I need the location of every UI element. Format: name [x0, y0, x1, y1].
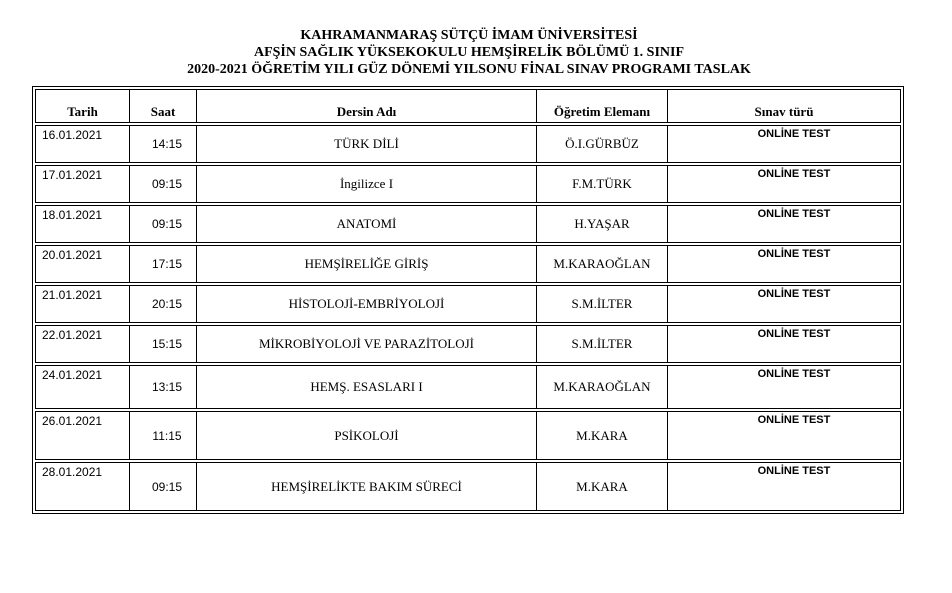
- course-name: MİKROBİYOLOJİ VE PARAZİTOLOJİ: [196, 325, 536, 363]
- table-row: [35, 125, 901, 163]
- exam-date: 20.01.2021: [35, 245, 129, 283]
- exam-type: ONLİNE TEST: [667, 165, 901, 203]
- exam-type: ONLİNE TEST: [667, 245, 901, 283]
- exam-type: ONLİNE TEST: [667, 285, 901, 323]
- table-row: [35, 205, 901, 243]
- exam-time: 09:15: [129, 205, 196, 243]
- instructor: M.KARA: [536, 411, 667, 460]
- exam-date: 22.01.2021: [35, 325, 129, 363]
- course-name: İngilizce I: [196, 165, 536, 203]
- exam-time: 09:15: [129, 462, 196, 511]
- instructor: M.KARAOĞLAN: [536, 245, 667, 283]
- exam-date: 18.01.2021: [35, 205, 129, 243]
- exam-date: 24.01.2021: [35, 365, 129, 409]
- exam-date: 26.01.2021: [35, 411, 129, 460]
- exam-time: 20:15: [129, 285, 196, 323]
- university-title: KAHRAMANMARAŞ SÜTÇÜ İMAM ÜNİVERSİTESİ: [300, 28, 638, 43]
- column-header-course: Dersin Adı: [196, 89, 536, 123]
- exam-type: ONLİNE TEST: [667, 411, 901, 460]
- exam-program-title: 2020-2021 ÖĞRETİM YILI GÜZ DÖNEMİ YILSONU FİNAL SINAV PROGRAMI TASLAK: [187, 62, 751, 77]
- column-header-exam-type: Sınav türü: [667, 89, 901, 123]
- exam-date: 17.01.2021: [35, 165, 129, 203]
- course-name: HEMŞİRELİKTE BAKIM SÜRECİ: [196, 462, 536, 511]
- instructor: Ö.I.GÜRBÜZ: [536, 125, 667, 163]
- instructor: H.YAŞAR: [536, 205, 667, 243]
- table-row: [35, 462, 901, 511]
- table-row: [35, 365, 901, 409]
- exam-time: 09:15: [129, 165, 196, 203]
- table-row: [35, 325, 901, 363]
- table-row: [35, 285, 901, 323]
- exam-time: 14:15: [129, 125, 196, 163]
- exam-date: 28.01.2021: [35, 462, 129, 511]
- exam-time: 15:15: [129, 325, 196, 363]
- course-name: HİSTOLOJİ-EMBRİYOLOJİ: [196, 285, 536, 323]
- course-name: HEMŞ. ESASLARI I: [196, 365, 536, 409]
- table-row: [35, 245, 901, 283]
- course-name: TÜRK DİLİ: [196, 125, 536, 163]
- exam-type: ONLİNE TEST: [667, 462, 901, 511]
- instructor: M.KARA: [536, 462, 667, 511]
- course-name: PSİKOLOJİ: [196, 411, 536, 460]
- exam-type: ONLİNE TEST: [667, 365, 901, 409]
- column-header-date: Tarih: [35, 89, 129, 123]
- instructor: S.M.İLTER: [536, 325, 667, 363]
- column-header-time: Saat: [129, 89, 196, 123]
- exam-time: 11:15: [129, 411, 196, 460]
- instructor: M.KARAOĞLAN: [536, 365, 667, 409]
- exam-time: 13:15: [129, 365, 196, 409]
- exam-schedule-table: [32, 86, 904, 514]
- exam-type: ONLİNE TEST: [667, 125, 901, 163]
- course-name: ANATOMİ: [196, 205, 536, 243]
- table-row: [35, 411, 901, 460]
- exam-date: 21.01.2021: [35, 285, 129, 323]
- table-header-row: [35, 89, 901, 123]
- document-header: [0, 27, 938, 78]
- column-header-teacher: Öğretim Elemanı: [536, 89, 667, 123]
- instructor: S.M.İLTER: [536, 285, 667, 323]
- exam-date: 16.01.2021: [35, 125, 129, 163]
- exam-type: ONLİNE TEST: [667, 205, 901, 243]
- exam-time: 17:15: [129, 245, 196, 283]
- instructor: F.M.TÜRK: [536, 165, 667, 203]
- course-name: HEMŞİRELİĞE GİRİŞ: [196, 245, 536, 283]
- exam-type: ONLİNE TEST: [667, 325, 901, 363]
- table-row: [35, 165, 901, 203]
- department-title: AFŞİN SAĞLIK YÜKSEKOKULU HEMŞİRELİK BÖLÜMÜ 1. SINIF: [253, 45, 685, 60]
